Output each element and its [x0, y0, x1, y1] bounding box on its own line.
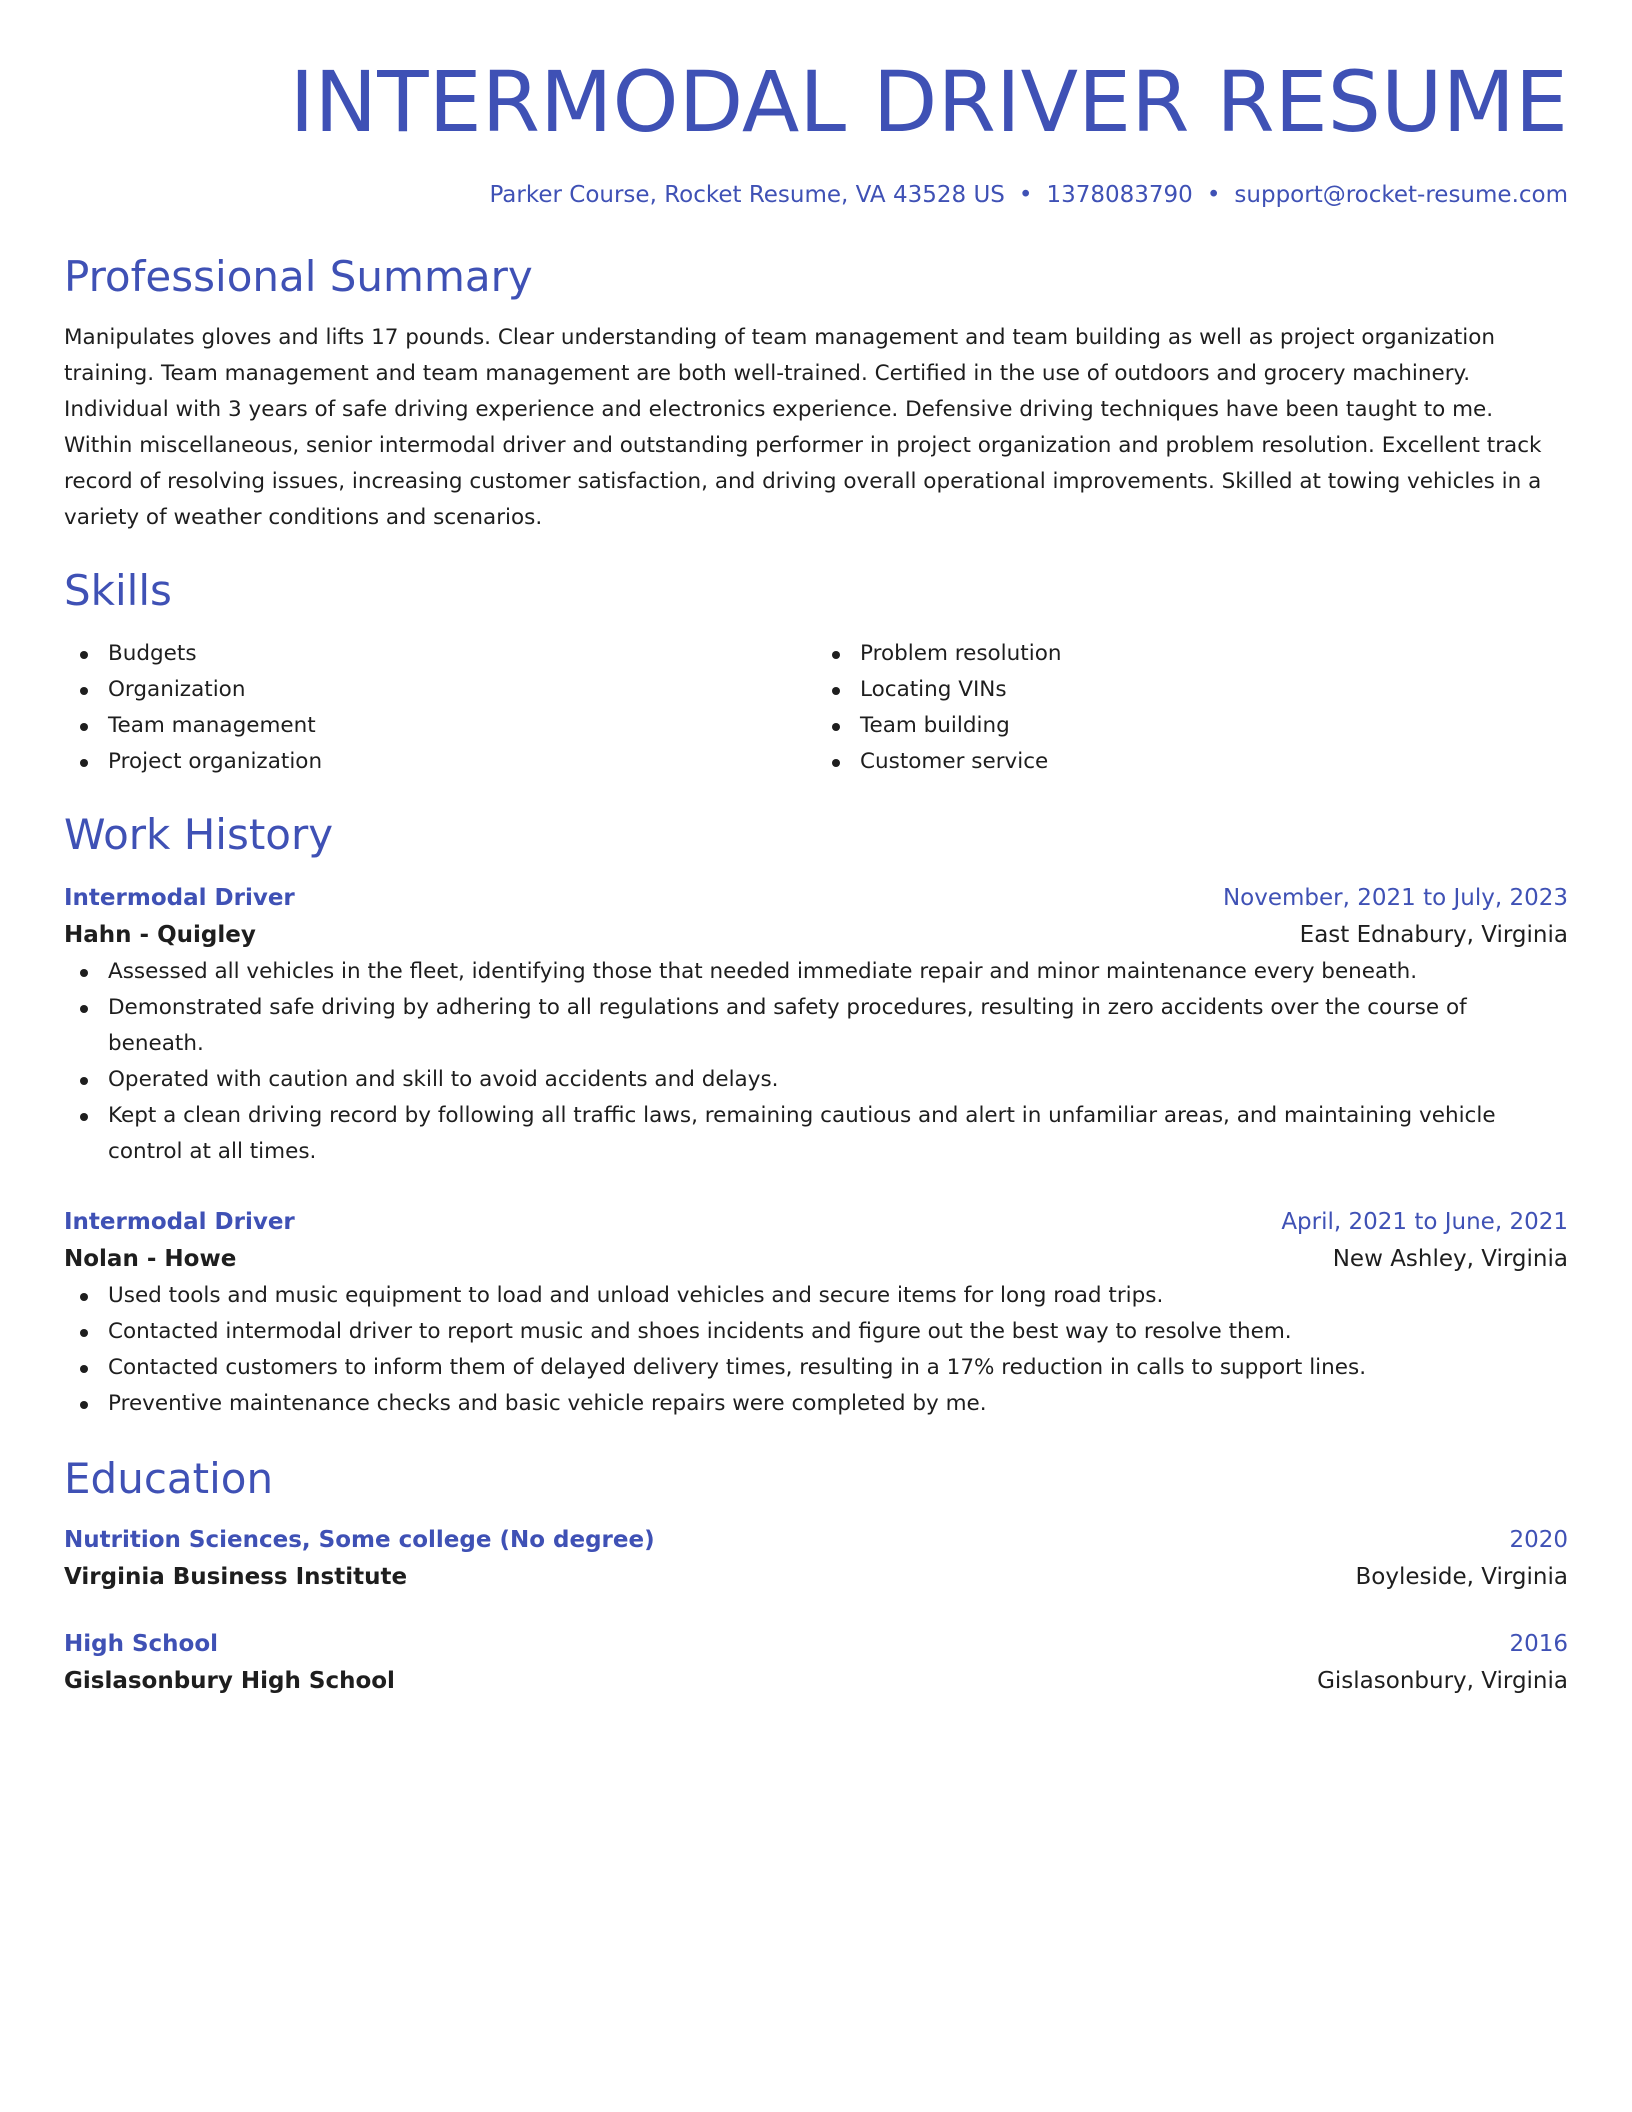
education-heading: Education: [64, 1454, 274, 1503]
job-title: Intermodal Driver: [64, 885, 295, 911]
education-school-row: [64, 1558, 1568, 1596]
job-company: Hahn - Quigley: [64, 922, 256, 948]
job-bullet: Demonstrated safe driving by adhering to all regulations and safety procedures, resulting in zero accidents over the course of beneath.: [64, 990, 1568, 1062]
job-entry: [64, 1204, 1568, 1422]
skill-item: Team management: [64, 708, 816, 744]
job-bullet: Operated with caution and skill to avoid accidents and delays.: [64, 1062, 1568, 1098]
job-dates: November, 2021 to July, 2023: [1222, 885, 1568, 911]
summary-text: Manipulates gloves and lifts 17 pounds. Clear understanding of team management and team building as well as project organization training. Team management and team management are both well-trained. Certified in the use of outdoors and grocery machinery. Individual with 3 years of safe driving experience and electronics experience. Defensive driving techniques have been taught to me. Within miscellaneous, senior intermodal driver and outstanding performer in project organization and problem resolution. Excellent track record of resolving issues, increasing customer satisfaction, and driving overall operational improvements. Skilled at towing vehicles in a variety of weather conditions and scenarios.: [64, 325, 1542, 530]
education-location: Boyleside, Virginia: [1355, 1564, 1568, 1590]
skill-item: Project organization: [64, 744, 816, 780]
job-bullet: Kept a clean driving record by following all traffic laws, remaining cautious and alert in unfamiliar areas, and maintaining vehicle control at all times.: [64, 1098, 1568, 1170]
job-bullet: Used tools and music equipment to load and unload vehicles and secure items for long road trips.: [64, 1278, 1568, 1314]
job-location: East Ednabury, Virginia: [1299, 922, 1568, 948]
skill-item: Locating VINs: [816, 672, 1568, 708]
job-title: Intermodal Driver: [64, 1209, 295, 1235]
skill-item: Organization: [64, 672, 816, 708]
resume-title: INTERMODAL DRIVER RESUME: [289, 53, 1568, 151]
resume-header: [64, 0, 1568, 212]
skills-heading: Skills: [64, 566, 172, 615]
job-bullets: [64, 1278, 1568, 1422]
contact-address: Parker Course, Rocket Resume, VA 43528 US: [489, 182, 1005, 208]
job-company: Nolan - Howe: [64, 1246, 237, 1272]
skills-column-left: [64, 636, 816, 780]
contact-email: support@rocket-resume.com: [1234, 182, 1568, 208]
job-company-row: [64, 916, 1568, 954]
job-bullet: Assessed all vehicles in the fleet, identifying those that needed immediate repair and minor maintenance every beneath.: [64, 954, 1568, 990]
education-year: 2020: [1509, 1527, 1568, 1553]
education-school: Virginia Business Institute: [64, 1564, 408, 1590]
education-header-row: [64, 1522, 1568, 1558]
education-header-row: [64, 1626, 1568, 1662]
summary-heading: Professional Summary: [64, 252, 533, 301]
education-school: Gislasonbury High School: [64, 1668, 395, 1694]
education-entry: [64, 1522, 1568, 1596]
job-bullet: Preventive maintenance checks and basic vehicle repairs were completed by me.: [64, 1386, 1568, 1422]
job-header-row: [64, 1204, 1568, 1240]
contact-line: [64, 178, 1568, 212]
job-company-row: [64, 1240, 1568, 1278]
education-year: 2016: [1509, 1631, 1568, 1657]
skill-item: Budgets: [64, 636, 816, 672]
job-bullet: Contacted intermodal driver to report music and shoes incidents and figure out the best way to resolve them.: [64, 1314, 1568, 1350]
education-location: Gislasonbury, Virginia: [1317, 1668, 1568, 1694]
job-entry: [64, 880, 1568, 1170]
skills-list: [64, 636, 1568, 780]
job-bullets: [64, 954, 1568, 1170]
skills-column-right: [816, 636, 1568, 780]
job-bullet: Contacted customers to inform them of delayed delivery times, resulting in a 17% reduction in calls to support lines.: [64, 1350, 1568, 1386]
job-dates: April, 2021 to June, 2021: [1281, 1209, 1568, 1235]
skill-item: Problem resolution: [816, 636, 1568, 672]
skill-item: Customer service: [816, 744, 1568, 780]
contact-separator: •: [1206, 182, 1221, 208]
contact-phone: 1378083790: [1046, 182, 1193, 208]
contact-separator: •: [1018, 182, 1033, 208]
skill-item: Team building: [816, 708, 1568, 744]
job-location: New Ashley, Virginia: [1332, 1246, 1568, 1272]
education-school-row: [64, 1662, 1568, 1700]
education-entry: [64, 1626, 1568, 1700]
education-degree: Nutrition Sciences, Some college (No degree): [64, 1527, 655, 1553]
job-header-row: [64, 880, 1568, 916]
education-degree: High School: [64, 1631, 219, 1657]
work-history-heading: Work History: [64, 810, 334, 859]
